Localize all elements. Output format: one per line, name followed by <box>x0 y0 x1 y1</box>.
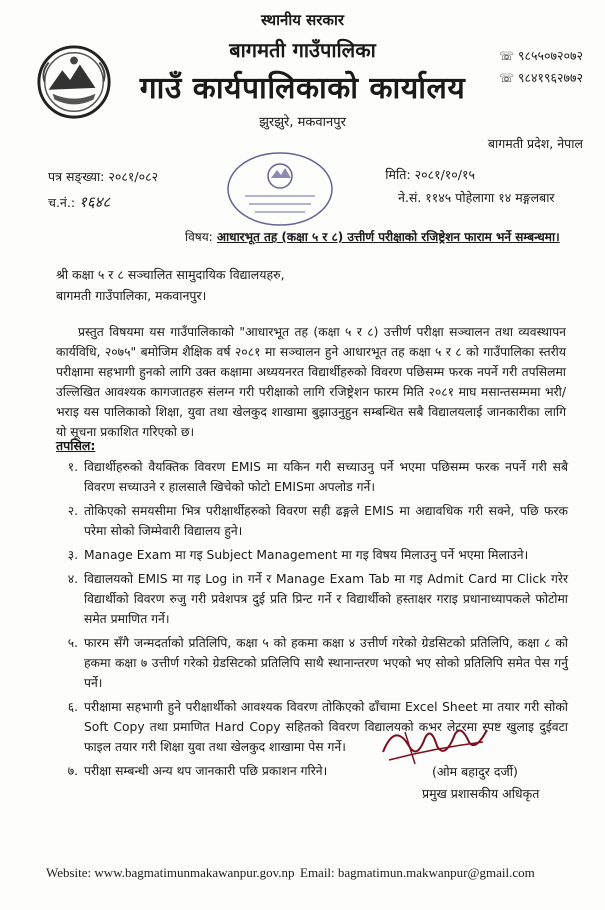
item-number: ७. <box>67 764 78 778</box>
list-item <box>56 457 568 497</box>
item-number: ४. <box>67 572 78 586</box>
subject-label: विषय: <box>185 230 213 244</box>
item-number: ३. <box>67 548 78 562</box>
item-text: परीक्षा सम्बन्धी अन्य थप जानकारी पछि प्रकाशन गरिने। <box>84 764 328 778</box>
letter-number-label: पत्र सङ्ख्या: <box>48 169 105 184</box>
header-office-title: गाउँ कार्यपालिकाको कार्यालय <box>139 71 466 106</box>
subject-line <box>185 228 560 245</box>
letter-number <box>48 168 158 185</box>
list-item <box>56 501 568 541</box>
phone-icon: ☏ <box>498 49 514 63</box>
dispatch-number-label: च.नं.: <box>48 195 76 210</box>
item-number: ६. <box>67 700 78 714</box>
phone-row <box>499 67 583 89</box>
header-address: झुरझुरे, मकवानपुर <box>259 115 346 130</box>
item-text: तोकिएको समयसीमा भित्र परीक्षार्थीहरुको विवरण सही ढङ्गले EMIS मा अद्यावधिक गरी सक्ने, पछि फरक परेमा सोको जिम्मेवारी विद्यालय हुने। <box>84 504 568 538</box>
recipient-line-1: श्री कक्षा ५ र ८ सञ्चालित सामुदायिक विद्यालयहरु, <box>56 267 285 282</box>
annex-label: तपसिल: <box>56 438 96 453</box>
phone-number: ९८४१९६२७७२ <box>517 70 583 85</box>
signatory-title: प्रमुख प्रशासकीय अधिकृत <box>422 786 540 801</box>
recipient-line-2: बागमती गाउँपालिका, मकवानपुर। <box>56 288 207 303</box>
phone-row <box>499 45 583 67</box>
footer-website: Website: www.bagmatimunmakawanpur.gov.np <box>46 865 295 880</box>
list-item <box>56 633 568 693</box>
date-label: मिति: <box>385 167 411 182</box>
signatory-name: (ओम बहादुर दर्जी) <box>432 764 518 779</box>
body-paragraph: प्रस्तुत विषयमा यस गाउँपालिकाको "आधारभूत तह (कक्षा ५ र ८) उत्तीर्ण परीक्षा सञ्चालन तथा व्यवस्थापन कार्यविधि, २०७५" बमोजिम शैक्षिक वर्ष २०८१ मा सञ्चालन हुने आधारभूत तह कक्षा ५ र ८ को गाउँपालिका स्तरीय परीक्षामा सहभागी हुनको लागि उक्त कक्षामा अध्ययनरत विद्यार्थीहरुको विवरण पछिसम्म फरक नपर्ने गरी तपसिलमा उल्लिखित आवश्यक कागजातहरु संलग्न गरी परीक्षाको लागि रजिष्ट्रेशन फारम मिति २०८१ माघ मसान्तसम्ममा भरी/भराइ यस पालिकाको शिक्षा, युवा तथा खेलकुद शाखामा बुझाउनुहुन सम्बन्धित सबै विद्यालयलाई जानकारीका लागि यो सूचना प्रकाशित गरिएको छ। <box>56 325 566 439</box>
office-stamp-icon <box>225 150 335 228</box>
dispatch-number <box>48 192 110 212</box>
phone-number: ९८५५०७२०७२ <box>517 48 583 63</box>
province-label: बागमती प्रदेश, नेपाल <box>487 136 583 151</box>
footer-email: Email: bagmatimun.makwanpur@gmail.com <box>300 865 535 880</box>
list-item <box>56 569 568 629</box>
phone-numbers <box>499 45 583 89</box>
item-text: विद्यार्थीहरुको वैयक्तिक विवरण EMIS मा यकिन गरी सच्याउनु पर्ने भएमा पछिसम्म फरक नपर्ने गरी सबै विवरण सच्याउने र हालसालै खिचेको फोटो EMISमा अपलोड गर्ने। <box>84 460 568 494</box>
item-text: विद्यालयको EMIS मा गइ Log in गर्ने र Manage Exam Tab मा गइ Admit Card मा Click गरेर विद्यार्थीको विवरण रुजु गरी प्रवेशपत्र दुई प्रति प्रिन्ट गर्ने र विद्यार्थीको हस्ताक्षर गराइ प्रधानाध्यापकले फोटोमा समेत प्रमाणित गर्ने। <box>84 572 568 626</box>
item-text: Manage Exam मा गइ Subject Management मा गइ विषय मिलाउनु पर्ने भएमा मिलाउने। <box>84 548 529 562</box>
item-number: ५. <box>67 636 78 650</box>
phone-icon: ☏ <box>498 71 514 85</box>
letter-number-value: २०८१/०८२ <box>108 169 159 184</box>
subject-text: आधारभूत तह (कक्षा ५ र ८) उत्तीर्ण परीक्षाको रजिष्ट्रेशन फाराम भर्ने सम्बन्धमा। <box>216 230 560 244</box>
nepal-era-date: ने.सं. ११४५ पोहेलागा १४ मङ्गलबार <box>398 190 555 205</box>
dispatch-number-value: १६४८ <box>79 193 111 211</box>
header-municipality: बागमती गाउँपालिका <box>229 38 376 62</box>
date-value: २०८१/१०/१५ <box>414 167 475 182</box>
item-number: १. <box>67 460 78 474</box>
item-text: परीक्षामा सहभागी हुने परीक्षार्थीको आवश्यक विवरण तोकिएको ढाँचामा Excel Sheet मा तयार गरी सोको Soft Copy तथा प्रमाणित Hard Copy सहितको विवरण विद्यालयको कभर लेटरमा स्पष्ट खुलाइ दुईवटा फाइल तयार गरी शिक्षा युवा तथा खेलकुद शाखामा पेस गर्ने। <box>84 700 568 754</box>
item-text: फारम सँगै जन्मदर्ताको प्रतिलिपि, कक्षा ५ को हकमा कक्षा ४ उत्तीर्ण गरेको ग्रेडसिटको प्रतिलिपि, कक्षा ८ को हकमा कक्षा ७ उत्तीर्ण गरेको ग्रेडसिटको प्रतिलिपि साथै स्थानान्तरण भएको भए सोको प्रतिलिपि समेत पेस गर्नु पर्ने। <box>84 636 568 690</box>
item-number: २. <box>67 504 78 518</box>
header-line-1: स्थानीय सरकार <box>261 11 344 29</box>
letter-date <box>385 166 475 183</box>
list-item <box>56 545 568 565</box>
